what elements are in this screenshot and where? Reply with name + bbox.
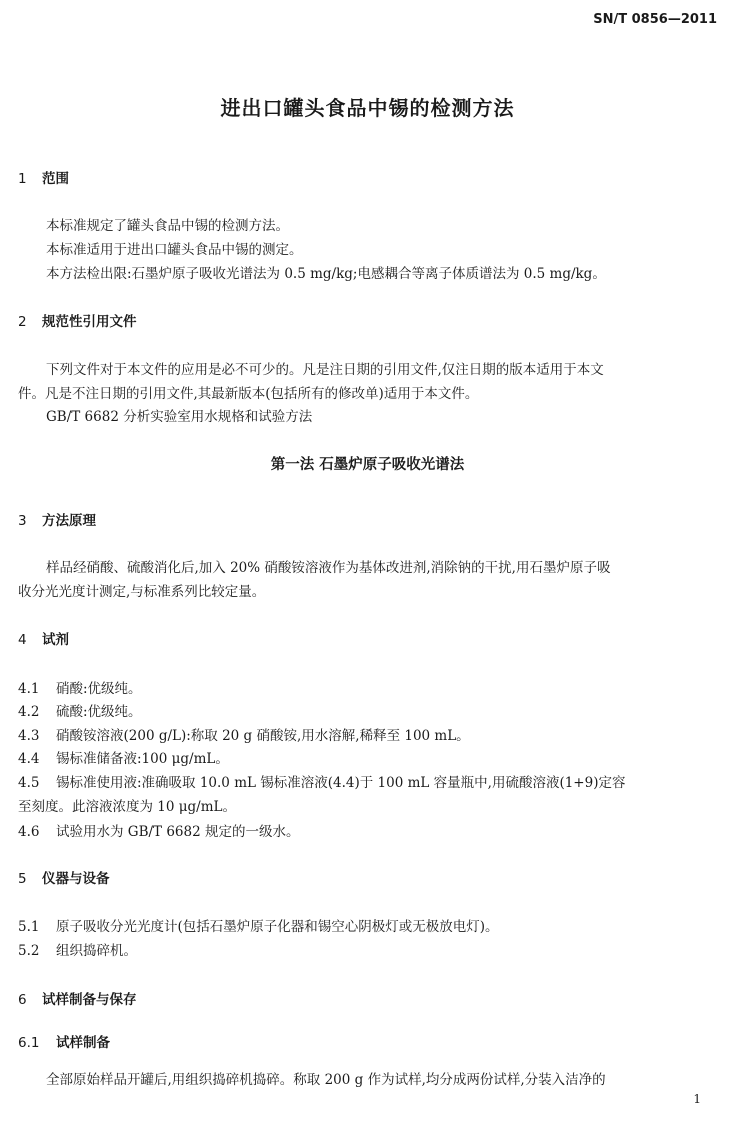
item-text: 锡标准使用液:准确吸取 10.0 mL 锡标准溶液(4.4)于 100 mL 容量瓶中,用硫酸溶液(1+9)定容 [56, 775, 626, 791]
paragraph: 本标准规定了罐头食品中锡的检测方法。 [46, 218, 289, 234]
section-number: 6 [18, 992, 27, 1008]
section-title: 规范性引用文件 [42, 314, 137, 330]
item-text: 原子吸收分光光度计(包括石墨炉原子化器和锡空心阴极灯或无极放电灯)。 [56, 919, 499, 935]
section-title: 仪器与设备 [42, 871, 110, 887]
item-text: 组织捣碎机。 [56, 943, 137, 959]
subsection-heading-6-1 [18, 1031, 110, 1051]
list-item [18, 771, 625, 791]
paragraph: 收分光光度计测定,与标准系列比较定量。 [18, 584, 266, 600]
paragraph: 下列文件对于本文件的应用是必不可少的。凡是注日期的引用文件,仅注日期的版本适用于本文 [46, 362, 604, 378]
section-heading-1 [18, 167, 69, 187]
paragraph: 件。凡是不注日期的引用文件,其最新版本(包括所有的修改单)适用于本文件。 [18, 386, 479, 402]
list-item [18, 939, 137, 959]
item-number: 4.2 [18, 704, 40, 720]
subsection-number: 6.1 [18, 1035, 40, 1051]
section-number: 5 [18, 871, 27, 887]
list-item [18, 677, 142, 697]
item-text: 试验用水为 GB/T 6682 规定的一级水。 [56, 824, 300, 840]
section-heading-4 [18, 628, 69, 648]
list-item [18, 747, 229, 767]
section-heading-6 [18, 988, 137, 1008]
paragraph: 本方法检出限:石墨炉原子吸收光谱法为 0.5 mg/kg;电感耦合等离子体质谱法为 0.5 mg/kg。 [46, 266, 606, 282]
section-number: 4 [18, 632, 27, 648]
item-number: 4.5 [18, 775, 40, 791]
list-item [18, 820, 300, 840]
item-number: 5.1 [18, 919, 40, 935]
section-heading-5 [18, 867, 110, 887]
normative-reference: GB/T 6682 分析实验室用水规格和试验方法 [46, 409, 313, 425]
section-heading-3 [18, 509, 96, 529]
section-number: 2 [18, 314, 27, 330]
list-item [18, 915, 499, 935]
section-title: 方法原理 [42, 513, 96, 529]
item-number: 4.6 [18, 824, 40, 840]
section-title: 试样制备与保存 [42, 992, 137, 1008]
document-title: 进出口罐头食品中锡的检测方法 [220, 96, 515, 120]
paragraph: 样品经硝酸、硫酸消化后,加入 20% 硝酸铵溶液作为基体改进剂,消除钠的干扰,用石墨炉原子吸 [46, 560, 611, 576]
paragraph: 全部原始样品开罐后,用组织捣碎机捣碎。称取 200 g 作为试样,均分成两份试样,分装入洁净的 [46, 1072, 606, 1088]
item-number: 4.4 [18, 751, 40, 767]
section-number: 1 [18, 171, 27, 187]
item-number: 4.1 [18, 681, 40, 697]
method-title: 第一法 石墨炉原子吸收光谱法 [270, 457, 465, 473]
list-item [18, 724, 470, 744]
section-title: 试剂 [42, 632, 69, 648]
standard-code: SN/T 0856—2011 [593, 12, 717, 27]
section-title: 范围 [42, 171, 69, 187]
list-item-continuation: 至刻度。此溶液浓度为 10 μg/mL。 [18, 799, 236, 815]
item-text: 硝酸铵溶液(200 g/L):称取 20 g 硝酸铵,用水溶解,稀释至 100 mL。 [56, 728, 470, 744]
list-item [18, 700, 142, 720]
section-heading-2 [18, 310, 137, 330]
page-number: 1 [693, 1092, 701, 1106]
item-number: 4.3 [18, 728, 40, 744]
item-number: 5.2 [18, 943, 40, 959]
item-text: 锡标准储备液:100 μg/mL。 [56, 751, 229, 767]
item-text: 硫酸:优级纯。 [56, 704, 142, 720]
paragraph: 本标准适用于进出口罐头食品中锡的测定。 [46, 242, 303, 258]
section-number: 3 [18, 513, 27, 529]
item-text: 硝酸:优级纯。 [56, 681, 142, 697]
subsection-title: 试样制备 [56, 1035, 110, 1051]
